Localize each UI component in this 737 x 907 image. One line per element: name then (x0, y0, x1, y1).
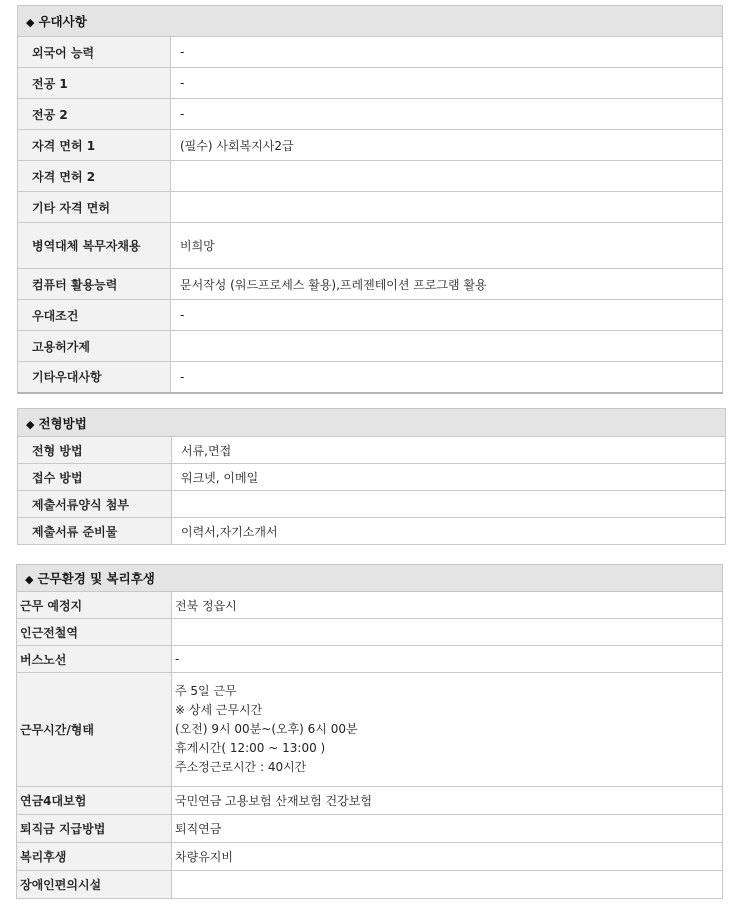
row-value (171, 192, 723, 223)
table-row (17, 787, 723, 815)
table-row (17, 815, 723, 843)
row-value: 비희망 (171, 223, 723, 269)
table-row (18, 331, 723, 362)
row-label: 제출서류 준비물 (18, 518, 172, 545)
section-header (18, 409, 726, 437)
section-header (17, 565, 723, 592)
row-label: 병역대체 복무자채용 (18, 223, 171, 269)
row-label: 기타우대사항 (18, 362, 171, 393)
work-hours-line: (오전) 9시 00분~(오후) 6시 00분 (175, 722, 358, 736)
diamond-icon: ◆ (26, 417, 35, 431)
row-value: - (171, 99, 723, 130)
row-label: 기타 자격 면허 (18, 192, 171, 223)
row-value (171, 161, 723, 192)
diamond-icon: ◆ (26, 16, 35, 29)
row-value: 서류,면접 (172, 437, 726, 464)
table-row (18, 161, 723, 192)
row-label: 자격 면허 2 (18, 161, 171, 192)
row-label: 고용허가제 (18, 331, 171, 362)
row-value: - (171, 37, 723, 68)
work-hours-line: 주소정근로시간 : 40시간 (175, 760, 307, 774)
table-row (17, 673, 723, 787)
row-label: 장애인편의시설 (17, 871, 172, 899)
table-row (17, 619, 723, 646)
row-label: 전공 2 (18, 99, 171, 130)
work-hours-line: 주 5일 근무 (175, 684, 237, 698)
table-row (17, 646, 723, 673)
table-row (18, 269, 723, 300)
row-label: 외국어 능력 (18, 37, 171, 68)
table-row (18, 362, 723, 393)
work-hours-line: 휴게시간( 12:00 ~ 13:00 ) (175, 741, 326, 755)
section-header (18, 6, 723, 37)
table-row (18, 491, 726, 518)
row-label: 컴퓨터 활용능력 (18, 269, 171, 300)
row-label: 제출서류양식 첨부 (18, 491, 172, 518)
row-value: 워크넷, 이메일 (172, 464, 726, 491)
row-label: 버스노선 (17, 646, 172, 673)
row-value (172, 491, 726, 518)
row-value: - (172, 646, 723, 673)
row-label: 근무 예정지 (17, 592, 172, 619)
row-label: 인근전철역 (17, 619, 172, 646)
row-label: 전공 1 (18, 68, 171, 99)
row-label: 복리후생 (17, 843, 172, 871)
row-label: 전형 방법 (18, 437, 172, 464)
row-label: 우대조건 (18, 300, 171, 331)
row-value (171, 331, 723, 362)
row-label: 근무시간/형태 (17, 673, 172, 787)
row-value: - (171, 300, 723, 331)
table-row (18, 300, 723, 331)
row-value: 문서작성 (워드프로세스 활용),프레젠테이션 프로그램 활용 (171, 269, 723, 300)
work-hours-value (172, 673, 723, 787)
diamond-icon: ◆ (25, 573, 34, 586)
section-title: 전형방법 (38, 415, 87, 431)
row-value: 퇴직연금 (172, 815, 723, 843)
table-row (18, 464, 726, 491)
row-value (172, 871, 723, 899)
row-value: 전북 정읍시 (172, 592, 723, 619)
table-row (18, 437, 726, 464)
table-row (18, 518, 726, 545)
section-title: 근무환경 및 복리후생 (37, 571, 155, 586)
row-value: 이력서,자기소개서 (172, 518, 726, 545)
work-hours-line: ※ 상세 근무시간 (175, 703, 263, 717)
row-value: 차량유지비 (172, 843, 723, 871)
row-label: 자격 면허 1 (18, 130, 171, 161)
table-row (18, 37, 723, 68)
row-value: 국민연금 고용보험 산재보험 건강보험 (172, 787, 723, 815)
table-row (17, 871, 723, 899)
row-value: - (171, 68, 723, 99)
row-value (172, 619, 723, 646)
row-label: 연금4대보험 (17, 787, 172, 815)
table-row (18, 99, 723, 130)
section-title: 우대사항 (38, 14, 87, 29)
table-row (17, 843, 723, 871)
row-label: 퇴직금 지급방법 (17, 815, 172, 843)
row-value: (필수) 사회복지사2급 (171, 130, 723, 161)
selection-table (17, 408, 726, 545)
table-row (18, 68, 723, 99)
environment-table (16, 564, 723, 899)
row-value: - (171, 362, 723, 393)
preference-table (17, 5, 723, 394)
table-row (18, 130, 723, 161)
table-row (18, 223, 723, 269)
table-row (17, 592, 723, 619)
row-label: 접수 방법 (18, 464, 172, 491)
table-row (18, 192, 723, 223)
